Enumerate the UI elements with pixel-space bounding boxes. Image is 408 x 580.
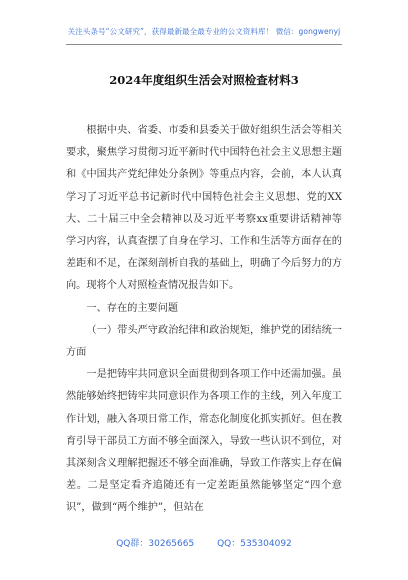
- footer-qq: QQ：535304092: [217, 539, 292, 549]
- document-title: 2024年度组织生活会对照检查材料3: [109, 73, 299, 87]
- header-notice: 关注头条号“公文研究”，获得最新最全最专业的公文资料库！ 微信：gongwenyj: [67, 27, 341, 36]
- section-heading: 一、存在的主要问题: [86, 302, 179, 314]
- footer-contact: [0, 536, 408, 549]
- subsection-heading: （一）带头严守政治纪律和政治规矩，维护党的团结统一方面: [66, 324, 342, 359]
- body-paragraph: 一是把铸牢共同意识全面贯彻到各项工作中还需加强。虽然能够始终把铸牢共同意识作为各项工作的主线，列入年度工作计划，融入各项日常工作，常态化制度化抓实抓好。但在教育引导干部员工方面不够全面深入，导致一些认识不到位，对其深刻含义理解把握还不够全面准确，导致工作落实上存在偏差。二是坚定看齐追随还有一定差距虽然能够坚定“四个意识”，做到“两个维护”，但站在: [66, 369, 342, 514]
- intro-paragraph: 根据中央、省委、市委和县委关于做好组织生活会等相关要求，聚焦学习贯彻习近平新时代中国特色社会主义思想主题和《中国共产党纪律处分条例》等重点内容，会前，本人认真学习了习近平总书记新时代中国特色社会主义思想、党的XX大、二十届三中全会精神以及习近平考察xx重要讲话精神等学习内容，认真查摆了自身在学习、工作和生活等方面存在的差距和不足，在深刻剖析自我的基础上，明确了今后努力的方向。现将个人对照检查情况报告如下。: [66, 125, 342, 292]
- header-divider: [66, 44, 342, 45]
- document-body: [66, 120, 342, 520]
- footer-qq-group: QQ群：30265665: [116, 539, 195, 549]
